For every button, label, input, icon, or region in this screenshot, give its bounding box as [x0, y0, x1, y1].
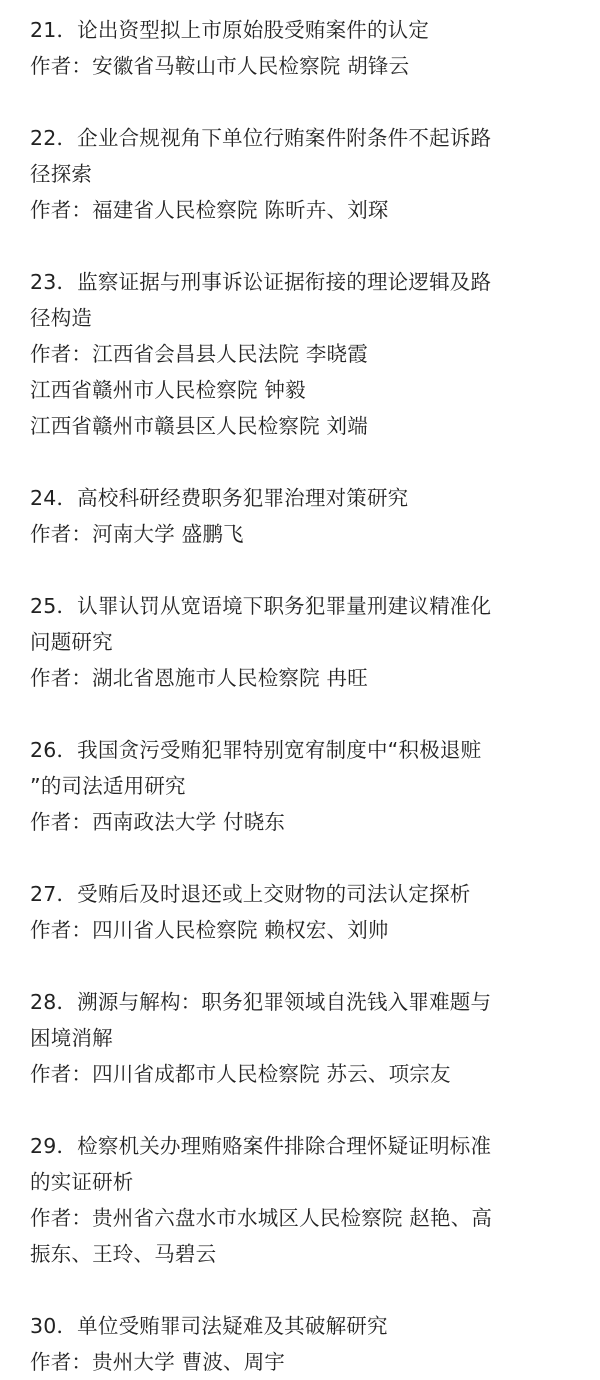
entry-author-line: 作者：安徽省马鞍山市人民检察院 胡锋云	[30, 54, 410, 78]
entry-title-line: 22．企业合规视角下单位行贿案件附条件不起诉路	[30, 126, 492, 150]
entry-title-line: 28．溯源与解构：职务犯罪领域自洗钱入罪难题与	[30, 990, 492, 1014]
list-item-27	[30, 876, 578, 948]
entry-author-line: 作者：贵州省六盘水市水城区人民检察院 赵艳、高	[30, 1206, 493, 1230]
list-item-25	[30, 588, 578, 696]
list-item-24	[30, 480, 578, 552]
entry-author-line: 江西省赣州市赣县区人民检察院 刘端	[30, 414, 368, 438]
list-item-26	[30, 732, 578, 840]
entry-author-line: 作者：西南政法大学 付晓东	[30, 810, 286, 834]
entry-author-line: 作者：四川省人民检察院 赖权宏、刘帅	[30, 918, 389, 942]
entry-author-line: 作者：福建省人民检察院 陈昕卉、刘琛	[30, 198, 389, 222]
entry-author-line: 作者：湖北省恩施市人民检察院 冉旺	[30, 666, 368, 690]
entry-title-line: 径探索	[30, 162, 93, 186]
entry-title-line: 25．认罪认罚从宽语境下职务犯罪量刑建议精准化	[30, 594, 492, 618]
entry-title-line: 的实证研析	[30, 1170, 134, 1194]
list-item-23	[30, 264, 578, 444]
entry-author-line: 作者：贵州大学 曹波、周宇	[30, 1350, 286, 1374]
entry-title-line: 23．监察证据与刑事诉讼证据衔接的理论逻辑及路	[30, 270, 492, 294]
entry-title-line: 26．我国贪污受贿犯罪特别宽宥制度中“积极退赃	[30, 738, 482, 762]
entry-title-line: 30．单位受贿罪司法疑难及其破解研究	[30, 1314, 388, 1338]
list-item-21	[30, 12, 578, 84]
entry-author-line: 振东、王玲、马碧云	[30, 1242, 217, 1266]
entry-author-line: 作者：四川省成都市人民检察院 苏云、项宗友	[30, 1062, 451, 1086]
list-item-29	[30, 1128, 578, 1272]
entry-author-line: 作者：江西省会昌县人民法院 李晓霞	[30, 342, 368, 366]
entry-title-line: 困境消解	[30, 1026, 113, 1050]
entry-title-line: 问题研究	[30, 630, 113, 654]
entry-title-line: 27．受贿后及时退还或上交财物的司法认定探析	[30, 882, 471, 906]
list-item-30	[30, 1308, 578, 1380]
entry-title-line: 21．论出资型拟上市原始股受贿案件的认定	[30, 18, 430, 42]
entry-title-line: 29．检察机关办理贿赂案件排除合理怀疑证明标准	[30, 1134, 492, 1158]
entry-author-line: 江西省赣州市人民检察院 钟毅	[30, 378, 306, 402]
entry-title-line: 24．高校科研经费职务犯罪治理对策研究	[30, 486, 409, 510]
list-item-22	[30, 120, 578, 228]
entry-title-line: 径构造	[30, 306, 93, 330]
entry-title-line: ”的司法适用研究	[30, 774, 186, 798]
list-item-28	[30, 984, 578, 1092]
entry-author-line: 作者：河南大学 盛鹏飞	[30, 522, 244, 546]
